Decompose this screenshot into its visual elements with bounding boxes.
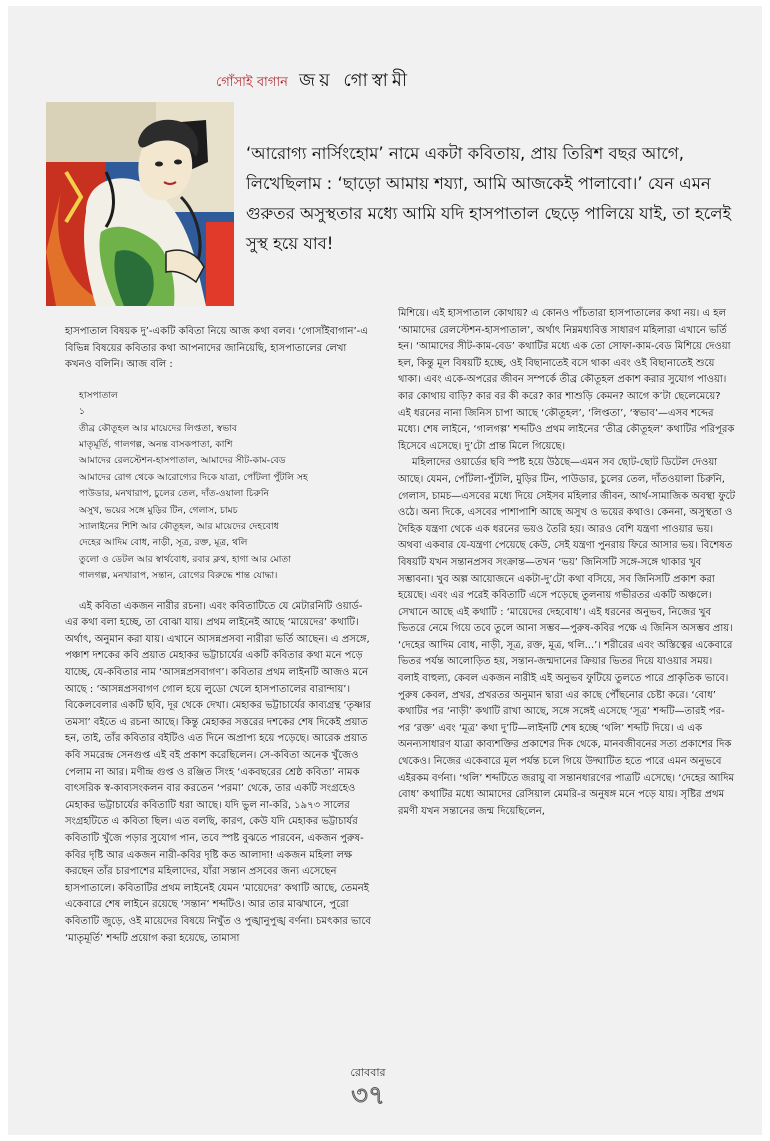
body-paragraph: মহিলাদের ওয়ার্ডের ছবি স্পষ্ট হয়ে উঠছে—এমন সব ছোট-ছোট ডিটেল দেওয়া আছে। যেমন, পোঁটলা-পুঁটলি, মুড়ির টিন, পাউডার, চুলের তেল, দাঁতওয়ালা চিরুনি, গেলাস, চামচ—এসবের মধ্যে দিয়ে সেইসব মহিলার জীবন, আর্থ-সামাজিক অবস্থা ফুটে ওঠে। অন্য দিকে, এসবের পাশাপাশি আছে অসুখ ও ভয়ের কথাও। কেননা, অসুস্থতা ও দৈহিক যন্ত্রণা থেকে এক ধরনের ভয়ও তৈরি হয়। আরও বেশি যন্ত্রণা পাওয়ার ভয়। অথবা একবার যে-যন্ত্রণা পেয়েছে কেউ, সেই যন্ত্রণা পুনরায় ফিরে আসার ভয়। বিশেষত বিষয়টি যখন সন্তানপ্রসব সংক্রান্ত—তখন ‘ভয়’ জিনিসটি সঙ্গে-সঙ্গে থাকার খুব সম্ভাবনা। খুব অল্প আয়োজনে একটা-দু’টো কথা বসিয়ে, সব জিনিসটি প্রকাশ করা হয়েছে। এবং এর পরেই কবিতাটি এসে পড়েছে তুলনায় গভীরতর একটি অঞ্চলে। সেখানে আছে এই কথাটি : ‘মায়েদের দেহবোধ’। এই ধরনের অনুভব, নিজের খুব ভিতরে নেমে গিয়ে তবে তুলে আনা সম্ভব—পুরুষ-কবির পক্ষে এ জিনিস অসম্ভব প্রায়। ‘দেহের আদিম বোধ, নাড়ী, সূত্র, রক্ত, মূত্র, থলি...’। শরীরের এবং অস্তিত্বের একেবারে ভিতর পর্যন্ত আলোড়িত হয়, সন্তান-জন্মদানের ক্রিয়ার ভিতর দিয়ে যাওয়ার সময়। বলাই বাহুল্য, কেবল একজন নারীই এই অনুভব ফুটিয়ে তুলতে পারে প্রাকৃতিক ভাবে। পুরুষ কেবল, প্রখর, প্রখরতর অনুমান দ্বারা এর কাছে পৌঁছনোর চেষ্টা করে। ‘বোধ’ কথাটির পর ‘নাড়ী’ কথাটি রাখা আছে, সঙ্গে সঙ্গেই এসেছে ‘সূত্র’ শব্দটি—তারই পর-পর ‘রক্ত’ এবং ‘মূত্র’ কথা দু’টি—লাইনটি শেষ হচ্ছে ‘থলি’ শব্দটি দিয়ে। এ এক অনন্যসাধারণ যাত্রা কাব্যশক্তির প্রকাশের দিক থেকে, মানবজীবনের সত্য প্রকাশের দিক থেকেও। নিজের একেবারে মূল পর্যন্ত চলে গিয়ে উদ্ঘাটিত হতে পারে এমন অনুভবে এইরকম বর্ণনা। ‘থলি’ শব্দটিতে জরায়ু বা সন্তানধারণের পাত্রটি এসেছে। ‘দেহের আদিম বোধ’ কথাটির মধ্যে আমাদের রেসিয়াল মেমরি-র অনুষঙ্গ মনে পড়ে যায়। সৃষ্টির প্রথম রমণী যখন সন্তানের জন্ম দিয়েছিলেন, (398, 457, 736, 817)
illustration-painting (46, 102, 234, 306)
poem-line: অসুখ, ভয়ের সঙ্গে মুড়ির টিন, গেলাস, চামচ (79, 504, 238, 516)
poem-title: হাসপাতাল (79, 389, 118, 401)
page (8, 6, 762, 1135)
poem-line: স্যালাইনের শিশি আর কৌতূহল, আর মায়েদের দেহবোধ (79, 521, 279, 533)
poem-line: আমাদের রোগ থেকে আরোগ্যের দিকে যাত্রা, পোঁটলা পুঁটলি সহ (79, 471, 308, 483)
page-footer (338, 1064, 398, 1109)
poem-line: পাউডার, মনখারাপ, চুলের তেল, দাঁত-ওয়ালা চিরুনি (79, 488, 269, 500)
poem-line: তুলো ও ডেটল আর স্বার্থবোধ, রবার ক্লথ, হাগা আর মোতা (79, 553, 291, 565)
poem-line: দেহের আদিম বোধ, নাড়ী, সূত্র, রক্ত, মূত্র, থলি (79, 537, 248, 549)
column-header (216, 66, 411, 97)
body-paragraph: এই কবিতা একজন নারীর রচনা। এবং কবিতাটিতে যে মেটারনিটি ওয়ার্ড-এর কথা বলা হচ্ছে, তা বোঝা যায়। প্রথম লাইনেই আছে ‘মায়েদের’ কথাটি। অর্থাৎ, অনুমান করা যায়। এখানে আসন্নপ্রসবা নারীরা ভর্তি আছেন। এ প্রসঙ্গে, পঞ্চাশ দশকের কবি প্রয়াত মেহাকর ভট্টাচার্যের একটি কবিতার কথা মনে পড়ে যাচ্ছে, যে-কবিতার নাম ‘আসন্নপ্রসবাগণ’। কবিতার প্রথম লাইনটি আজও মনে আছে : ‘আসন্নপ্রসবাগণ গোল হয়ে লুডো খেলে হাসপাতালের বারান্দায়’। বিকেলবেলার একটি ছবি, দূর থেকে দেখা। মেহাকর ভট্টাচার্যের কাব্যগ্রন্থ ‘তৃষ্ণার তমসা’ বইতে এ রচনা আছে। কিন্তু মেহাকর সত্তরের দশকের শেষ দিকেই প্রয়াত হন, তাই, তাঁর কবিতার বইটিও এত দিনে অপ্রাপ্য হয়ে পড়েছে। আরেক প্রয়াত কবি সমরেন্দ্র সেনগুপ্ত এই বই প্রকাশ করেছিলেন। সে-কবিতা অনেক খুঁজেও পেলাম না আর। মণীন্দ্র গুপ্ত ও রঞ্জিত সিংহ ‘একবছরের শ্রেষ্ঠ কবিতা’ নামক বাৎসরিক স্ব-কাব্যসংকলন বার করতেন ‘পরমা’ থেকে, তার একটি সংগ্রহেও মেহাকর ভট্টাচার্যের কবিতাটি ধরা আছে। যদি ভুল না-করি, ১৯৭৩ সালের সংগ্রহটিতে এ কবিতা ছিল। এত বলছি, কারণ, কেউ যদি মেহাকর ভট্টাচার্যর কবিতাটি খুঁজে পড়ার সুযোগ পান, তবে স্পষ্ট বুঝতে পারবেন, একজন পুরুষ-কবির দৃষ্টি আর একজন নারী-কবির দৃষ্টি কত আলাদা! একজন মহিলা লক্ষ করছেন তাঁর চারপাশের মহিলাদের, যাঁরা সন্তান প্রসবের জন্য এসেছেন হাসপাতালে। কবিতাটির প্রথম লাইনেই যেমন ‘মায়েদের’ কথাটি আছে, তেমনই একেবারে শেষ লাইনে রয়েছে ‘সন্তান’ শব্দটিও। আর তার মাঝখানে, পুরো কবিতাটি জুড়ে, ওই মায়েদের বিষয়ে নিখুঁত ও পুঙ্খানুপুঙ্খ বর্ণনা। চমৎকার ভাবে ‘মাতৃমূর্তি’ শব্দটি প্রয়োগ করা হয়েছে, তামাসা (65, 600, 372, 944)
poem-line: তীব্র কৌতূহল আর মায়েদের লিপ্ততা, স্বভাব (79, 422, 237, 434)
author-name: জয় গোস্বামী (298, 70, 412, 91)
poem-number: ১ (79, 406, 85, 418)
left-column (65, 324, 375, 947)
poem-line: আমাদের রেলস্টেশন-হাসপাতাল, আমাদের সীট-কাম-বেড (79, 455, 286, 467)
poem-line: মাতৃমূর্তি, গালগল্প, অনন্ত বাসকপাতা, কাশি (79, 439, 233, 450)
body-paragraph: মিশিয়ে। এই হাসপাতাল কোথায়? এ কোনও পাঁচতারা হাসপাতালের কথা নয়। এ হল ‘আমাদের রেলস্টেশন-হাসপাতাল’, অর্থাৎ নিম্নমধ্যবিত্ত সাধারণ মহিলারা এখানে ভর্তি হন। ‘আমাদের সীট-কাম-বেড’ কথাটির মধ্যে এক তো সোফা-কাম-বেড মিশিয়ে দেওয়া হল, কিন্তু মূল বিষয়টি হচ্ছে, ওই বিছানাতেই বসে থাকা এবং ওই বিছানাতেই শুয়ে থাকা। এবং একে-অপরের জীবন সম্পর্কে তীব্র কৌতূহল প্রকাশ করার সুযোগ পাওয়া। কার কোথায় বাড়ি? কার বর কী করে? কার শাশুড়ি কেমন? আগে ক’টা ছেলেমেয়ে? এই ধরনের নানা জিনিস চাপা আছে ‘কৌতূহল’, ‘লিপ্ততা’, ‘স্বভাব’—এসব শব্দের মধ্যে। শেষ লাইনে, ‘গালগল্প’ শব্দটিও প্রথম লাইনের ‘তীব্র কৌতূহল’ কথাটির পরিপূরক হিসেবে এসেছে। দু’টো প্রান্ত মিলে গিয়েছে। (398, 308, 735, 452)
section-label: গোঁসাই বাগান (216, 75, 288, 90)
pull-quote: ‘আরোগ্য নার্সিংহোম’ নামে একটা কবিতায়, প্রায় তিরিশ বছর আগে, লিখেছিলাম : ‘ছাড়ো আমায় শয্যা, আমি আজকেই পালাবো।’ যেন এমন গুরুতর অসুস্থতার মধ্যে আমি যদি হাসপাতাল ছেড়ে পালিয়ে যাই, তা হলেই সুস্থ হয়ে যাব! (246, 144, 732, 253)
page-number: ৩৭ (351, 1081, 385, 1111)
poem (79, 388, 375, 585)
magazine-name: রোববার (350, 1066, 386, 1079)
poem-line: গালগল্প, মনখারাপ, সন্তান, রোগের বিরুদ্ধে শান্ত যোদ্ধা। (79, 570, 278, 582)
right-column (398, 306, 736, 820)
intro-paragraph: হাসপাতাল বিষয়ক দু’-একটি কবিতা নিয়ে আজ কথা বলব। ‘গোসাঁইবাগান’-এ বিভিন্ন বিষয়ের কবিতার কথা আপনাদের জানিয়েছি, হাসপাতালের লেখা কখনও বলিনি। আজ বলি : (65, 326, 368, 371)
